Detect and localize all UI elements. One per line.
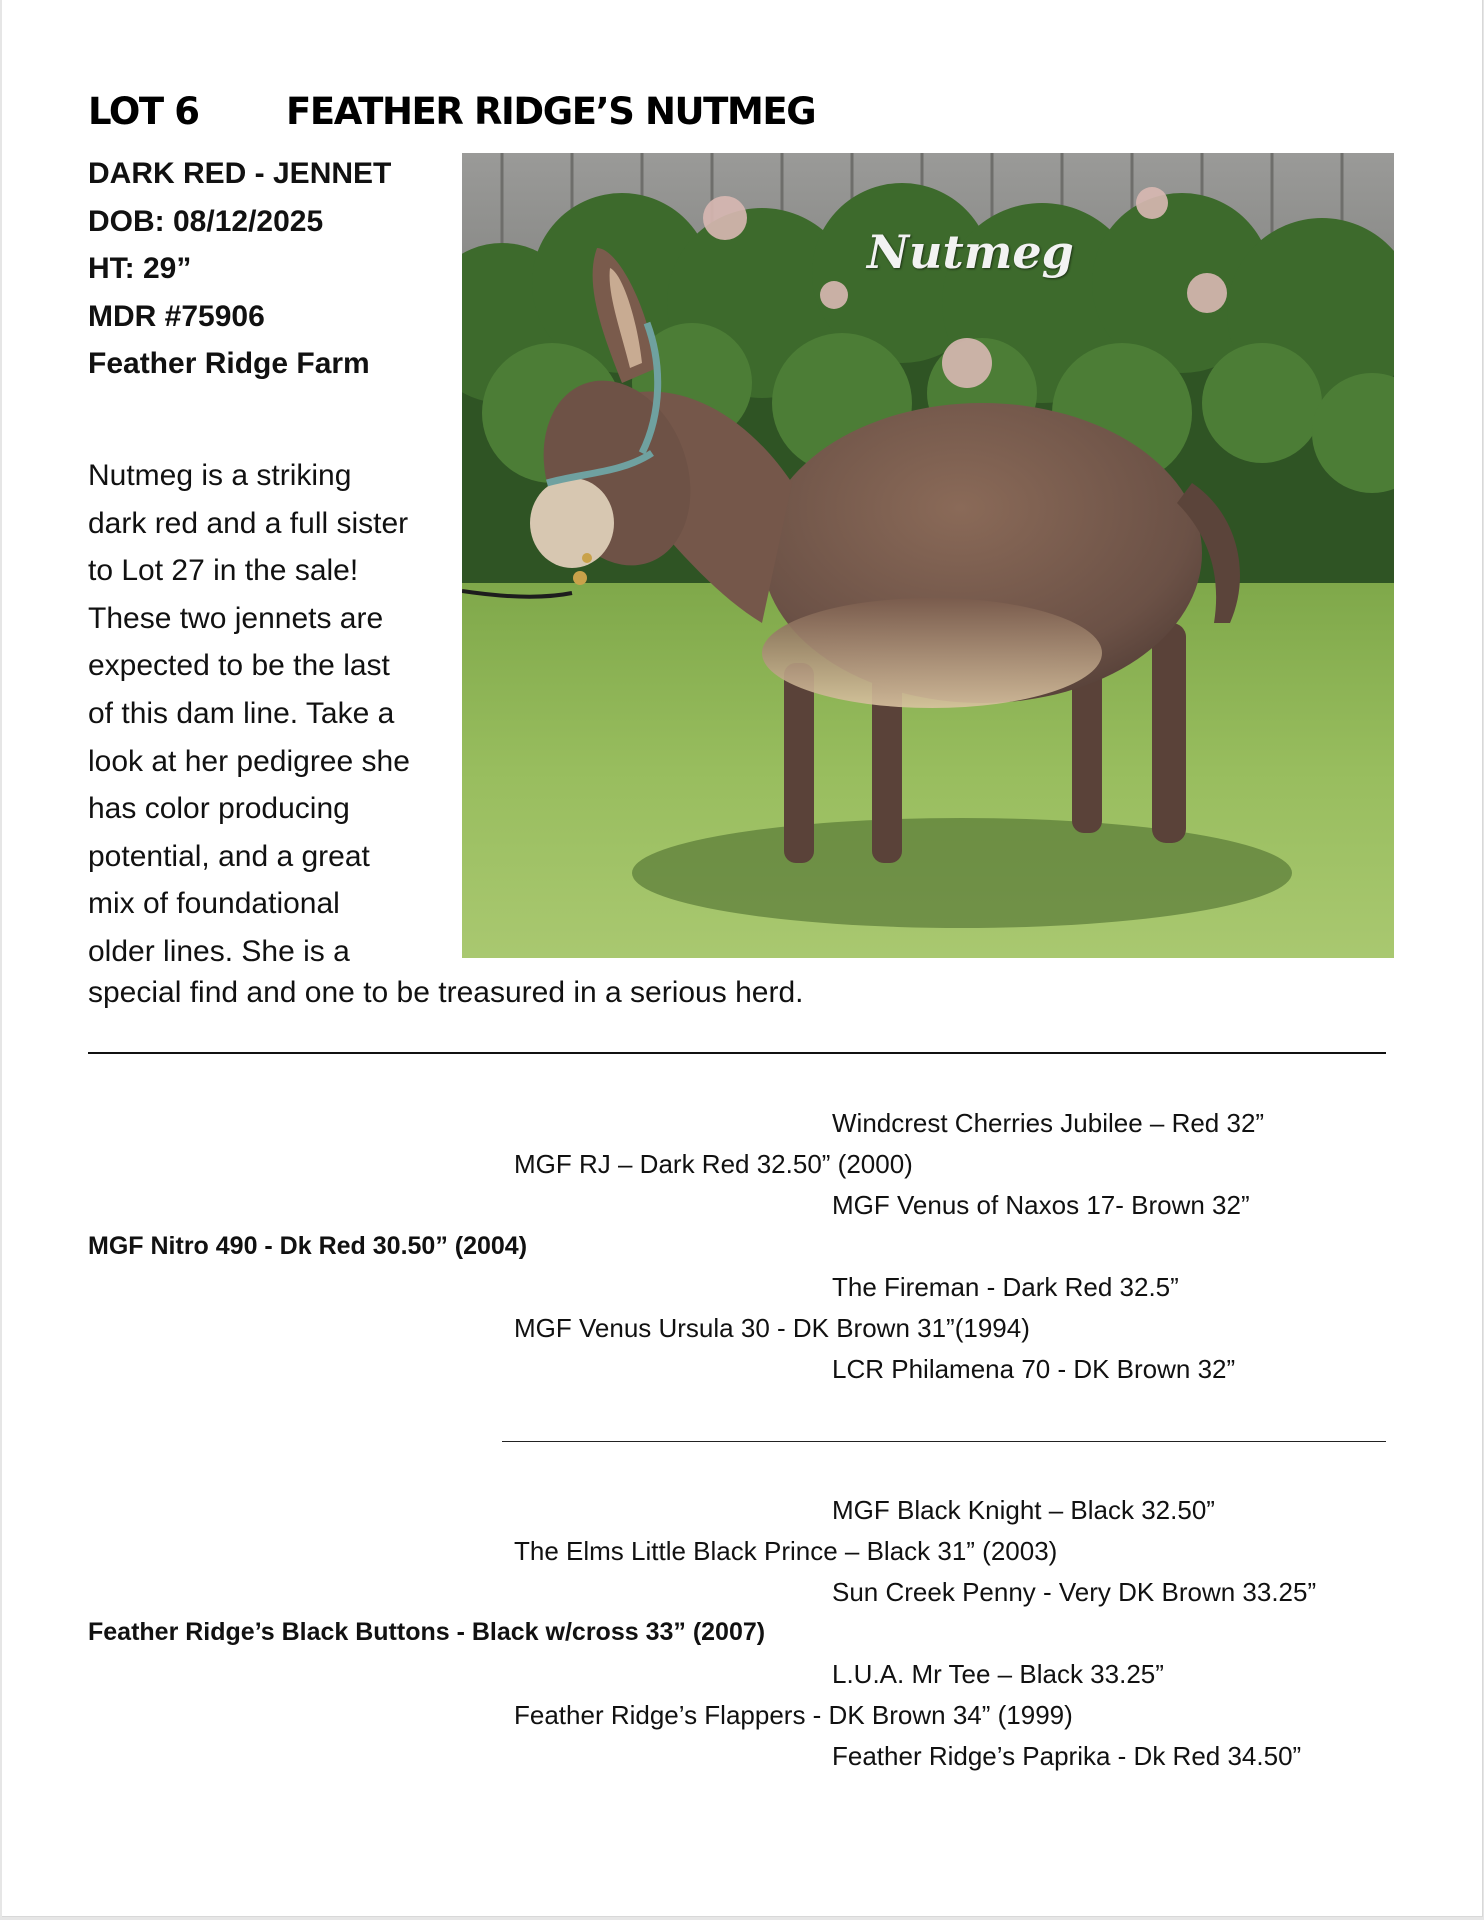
divider: [88, 1052, 1386, 1054]
donkey-photo: [462, 153, 1394, 958]
sire-dam-dam: LCR Philamena 70 - DK Brown 32”: [832, 1354, 1236, 1384]
registration-number: MDR #75906: [88, 299, 265, 333]
description-line: potential, and a great: [88, 839, 370, 873]
description: [88, 452, 448, 976]
animal-name: FEATHER RIDGE’S NUTMEG: [286, 90, 816, 133]
description-line: Nutmeg is a striking: [88, 459, 352, 492]
sire-sire-dam: MGF Venus of Naxos 17- Brown 32”: [832, 1190, 1250, 1220]
lot-number: LOT 6: [88, 90, 199, 133]
dam-dam-dam: Feather Ridge’s Paprika - Dk Red 34.50”: [832, 1741, 1302, 1771]
description-line: look at her pedigree she: [88, 744, 410, 778]
dam-sire: The Elms Little Black Prince – Black 31” (2003): [514, 1536, 1058, 1566]
description-line: expected to be the last: [88, 649, 390, 683]
sire-sire: MGF RJ – Dark Red 32.50” (2000): [514, 1149, 913, 1179]
dam-sire-sire: MGF Black Knight – Black 32.50”: [832, 1495, 1215, 1525]
height: HT: 29”: [88, 252, 192, 285]
sale-catalog-page: [2, 0, 1483, 1917]
sire-sire-sire: Windcrest Cherries Jubilee – Red 32”: [832, 1108, 1265, 1138]
description-line: of this dam line. Take a: [88, 696, 395, 730]
sire-dam-sire: The Fireman - Dark Red 32.5”: [832, 1272, 1179, 1302]
color-sex: DARK RED - JENNET: [88, 157, 392, 190]
photo-caption: Nutmeg: [867, 225, 1074, 279]
dam: Feather Ridge’s Black Buttons - Black w/cross 33” (2007): [88, 1618, 766, 1646]
date-of-birth: DOB: 08/12/2025: [88, 204, 324, 238]
description-tail: special find and one to be treasured in a serious herd.: [88, 976, 804, 1009]
dam-sire-dam: Sun Creek Penny - Very DK Brown 33.25”: [832, 1577, 1317, 1607]
description-line: These two jennets are: [88, 601, 384, 635]
description-line: to Lot 27 in the sale!: [88, 554, 359, 588]
farm-name: Feather Ridge Farm: [88, 347, 370, 380]
sire: MGF Nitro 490 - Dk Red 30.50” (2004): [88, 1232, 528, 1260]
description-line: mix of foundational: [88, 887, 340, 921]
sire-dam: MGF Venus Ursula 30 - DK Brown 31”(1994): [514, 1313, 1030, 1343]
animal-info: [88, 150, 391, 388]
divider: [502, 1441, 1386, 1442]
description-line: has color producing: [88, 792, 350, 826]
dam-dam-sire: L.U.A. Mr Tee – Black 33.25”: [832, 1659, 1164, 1689]
dam-dam: Feather Ridge’s Flappers - DK Brown 34” (1999): [514, 1700, 1073, 1730]
description-line: older lines. She is a: [88, 934, 350, 968]
description-line: dark red and a full sister: [88, 506, 409, 540]
